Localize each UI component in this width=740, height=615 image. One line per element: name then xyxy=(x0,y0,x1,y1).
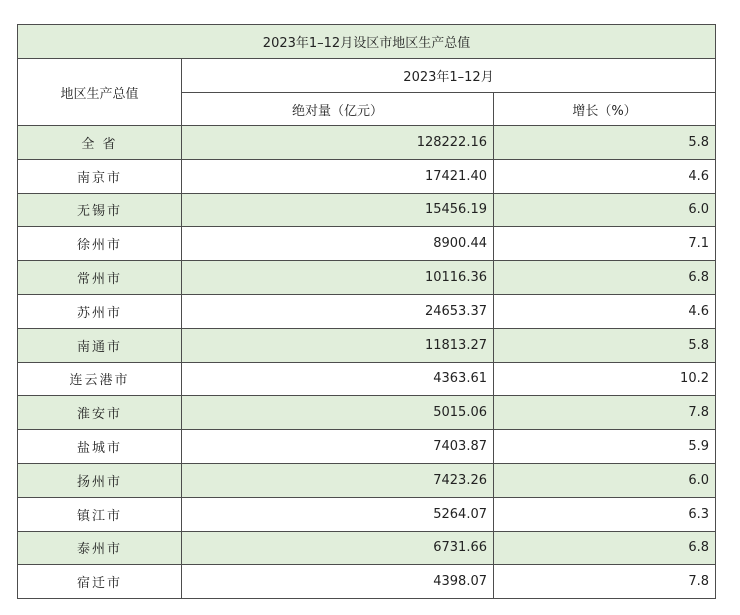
header-row-1 xyxy=(18,59,716,93)
absolute-value-cell: 7403.87 xyxy=(182,430,494,464)
region-name-cell: 宿迁市 xyxy=(18,565,182,599)
growth-cell: 4.6 xyxy=(494,159,716,193)
growth-cell: 10.2 xyxy=(494,362,716,396)
absolute-value-cell: 7423.26 xyxy=(182,463,494,497)
region-name-cell: 淮安市 xyxy=(18,396,182,430)
growth-cell: 5.9 xyxy=(494,430,716,464)
absolute-value-cell: 5015.06 xyxy=(182,396,494,430)
period-header: 2023年1–12月 xyxy=(182,59,716,93)
absolute-value-cell: 10116.36 xyxy=(182,261,494,295)
growth-cell: 5.8 xyxy=(494,328,716,362)
growth-cell: 6.8 xyxy=(494,531,716,565)
absolute-value-cell: 128222.16 xyxy=(182,126,494,160)
absolute-value-cell: 5264.07 xyxy=(182,497,494,531)
growth-cell: 6.3 xyxy=(494,497,716,531)
table-row xyxy=(18,396,716,430)
table-row xyxy=(18,328,716,362)
absolute-value-cell: 15456.19 xyxy=(182,193,494,227)
table-row xyxy=(18,497,716,531)
growth-cell: 6.0 xyxy=(494,463,716,497)
absolute-value-cell: 17421.40 xyxy=(182,159,494,193)
region-name-cell: 泰州市 xyxy=(18,531,182,565)
growth-header: 增长（%） xyxy=(494,93,716,126)
region-name-cell: 常州市 xyxy=(18,261,182,295)
absolute-value-header: 绝对量（亿元） xyxy=(182,93,494,126)
region-name-cell: 苏州市 xyxy=(18,294,182,328)
region-name-cell: 扬州市 xyxy=(18,463,182,497)
table-row xyxy=(18,193,716,227)
region-name-cell: 连云港市 xyxy=(18,362,182,396)
gdp-table xyxy=(17,24,716,599)
growth-cell: 6.0 xyxy=(494,193,716,227)
table-row xyxy=(18,565,716,599)
region-name-cell: 全 省 xyxy=(18,126,182,160)
region-name-cell: 徐州市 xyxy=(18,227,182,261)
table-row xyxy=(18,531,716,565)
growth-cell: 4.6 xyxy=(494,294,716,328)
absolute-value-cell: 6731.66 xyxy=(182,531,494,565)
growth-cell: 7.8 xyxy=(494,565,716,599)
table-row xyxy=(18,362,716,396)
table-row xyxy=(18,126,716,160)
table-row xyxy=(18,430,716,464)
table-row xyxy=(18,261,716,295)
region-name-cell: 盐城市 xyxy=(18,430,182,464)
table-row xyxy=(18,227,716,261)
region-name-cell: 南京市 xyxy=(18,159,182,193)
absolute-value-cell: 11813.27 xyxy=(182,328,494,362)
absolute-value-cell: 4363.61 xyxy=(182,362,494,396)
absolute-value-cell: 4398.07 xyxy=(182,565,494,599)
region-name-cell: 无锡市 xyxy=(18,193,182,227)
table-row xyxy=(18,159,716,193)
growth-cell: 6.8 xyxy=(494,261,716,295)
growth-cell: 7.8 xyxy=(494,396,716,430)
table-row xyxy=(18,463,716,497)
absolute-value-cell: 24653.37 xyxy=(182,294,494,328)
row-label-header: 地区生产总值 xyxy=(18,59,182,126)
region-name-cell: 南通市 xyxy=(18,328,182,362)
table-row xyxy=(18,294,716,328)
growth-cell: 7.1 xyxy=(494,227,716,261)
table-title-row xyxy=(18,25,716,59)
absolute-value-cell: 8900.44 xyxy=(182,227,494,261)
table-title: 2023年1–12月设区市地区生产总值 xyxy=(18,25,716,59)
growth-cell: 5.8 xyxy=(494,126,716,160)
region-name-cell: 镇江市 xyxy=(18,497,182,531)
